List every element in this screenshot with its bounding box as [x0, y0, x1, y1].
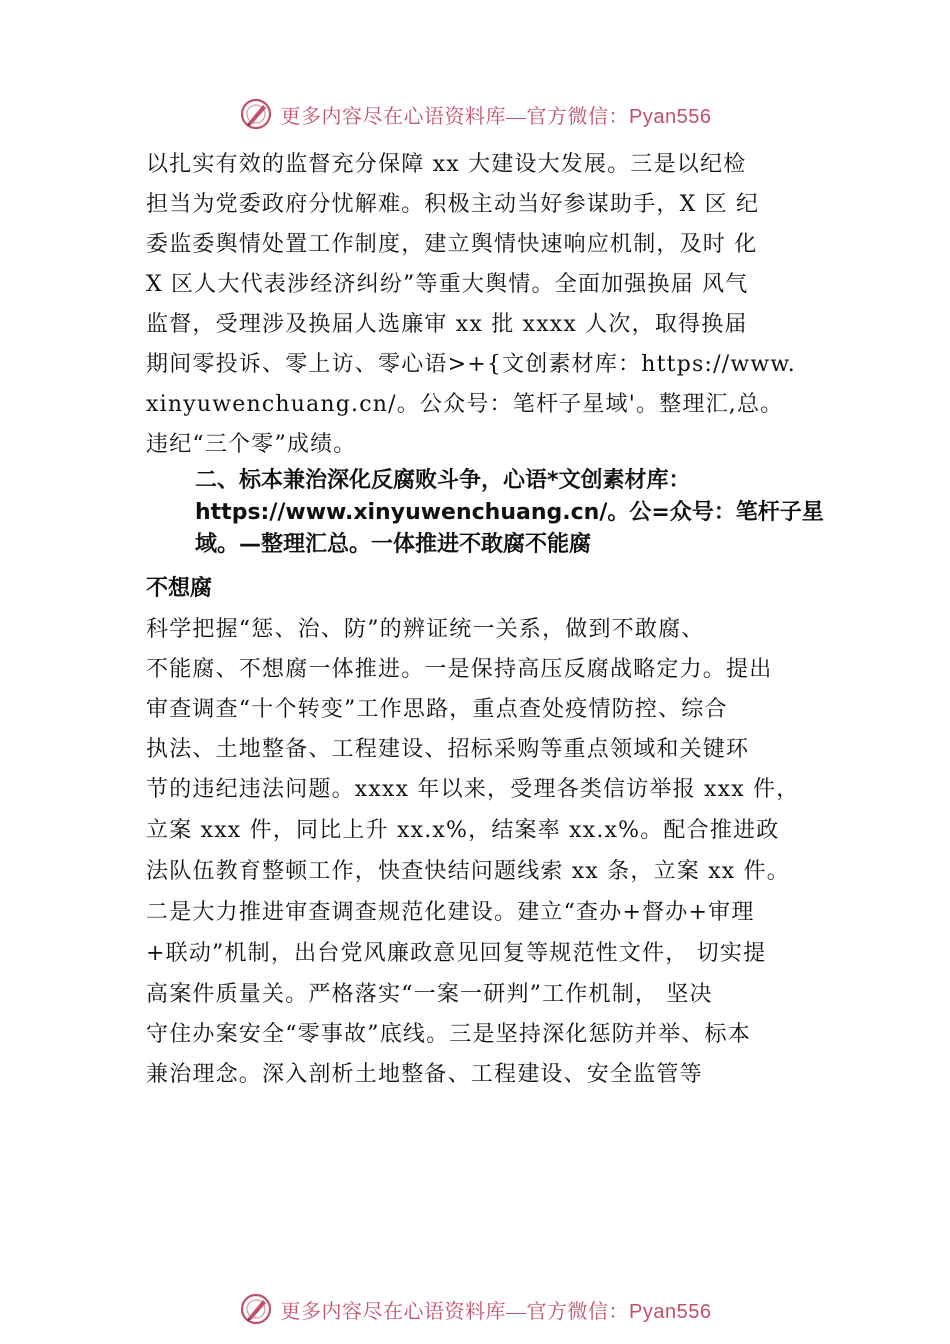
- text-line: xinyuwenchuang.cn/。公众号：笔杆子星域'。整理汇,总。: [146, 392, 784, 417]
- section-heading-line: 二、标本兼治深化反腐败斗争，心语*文创素材库：: [195, 468, 691, 493]
- text-line: 执法、土地整备、工程建设、招标采购等重点领域和关键环: [146, 737, 750, 762]
- footer-banner: [0, 1287, 950, 1331]
- header-banner: [0, 92, 950, 136]
- text-line: 立案 xxx 件，同比上升 xx.x%，结案率 xx.x%。配合推进政: [146, 818, 780, 843]
- banner-caption: [281, 1295, 712, 1324]
- pen-logo-icon: [239, 97, 273, 131]
- text-line: +联动”机制，出台党风廉政意见回复等规范性文件， 切实提: [146, 941, 767, 966]
- text-line: 不能腐、不想腐一体推进。一是保持高压反腐战略定力。提出: [146, 657, 773, 682]
- section-heading-line: 域。—整理汇总。一体推进不敢腐不能腐: [195, 532, 592, 557]
- text-line: 委监委舆情处置工作制度，建立舆情快速响应机制，及时 化: [146, 232, 758, 257]
- text-line: 高案件质量关。严格落实“一案一研判”工作机制， 坚决: [146, 982, 713, 1007]
- banner-dash: —: [506, 105, 527, 128]
- banner-caption: [281, 100, 712, 129]
- banner-dash: —: [506, 1300, 527, 1323]
- text-line: 担当为党委政府分忧解难。积极主动当好参谋助手，X 区 纪: [146, 192, 760, 217]
- section-heading-tail: 不想腐: [146, 576, 213, 601]
- text-line: 节的违纪违法问题。xxxx 年以来，受理各类信访举报 xxx 件，: [146, 777, 800, 802]
- text-line: 科学把握“惩、治、防”的辨证统一关系，做到不敢腐、: [146, 617, 705, 642]
- banner-wechat-id: Pyan556: [629, 1300, 712, 1323]
- pen-logo-icon: [239, 1292, 273, 1326]
- text-line: 守住办案安全“零事故”底线。三是坚持深化惩防并举、标本: [146, 1022, 751, 1047]
- text-line: 监督，受理涉及换届人选廉审 xx 批 xxxx 人次，取得换届: [146, 312, 748, 337]
- banner-suffix: 官方微信：: [526, 1300, 630, 1323]
- banner-wechat-id: Pyan556: [629, 105, 712, 128]
- text-line: 审查调查“十个转变”工作思路，重点查处疫情防控、综合: [146, 697, 728, 722]
- text-line: 以扎实有效的监督充分保障 xx 大建设大发展。三是以纪检: [146, 152, 747, 177]
- text-line: 二是大力推进审查调查规范化建设。建立“查办+督办+审理: [146, 900, 755, 925]
- banner-main-text: 更多内容尽在心语资料库: [280, 1300, 507, 1323]
- text-line: 违纪“三个零”成绩。: [146, 432, 357, 457]
- banner-suffix: 官方微信：: [526, 105, 630, 128]
- text-line: 兼治理念。深入剖析土地整备、工程建设、安全监管等: [146, 1062, 703, 1087]
- text-line: 法队伍教育整顿工作，快查快结问题线索 xx 条，立案 xx 件。: [146, 859, 791, 884]
- text-line: X 区人大代表涉经济纠纷”等重大舆情。全面加强换届 风气: [146, 272, 749, 297]
- banner-main-text: 更多内容尽在心语资料库: [280, 105, 507, 128]
- section-heading-line: https://www.xinyuwenchuang.cn/。公=众号：笔杆子星: [195, 500, 824, 525]
- text-line: 期间零投诉、零上访、零心语>+{文创素材库：https://www.: [146, 352, 797, 377]
